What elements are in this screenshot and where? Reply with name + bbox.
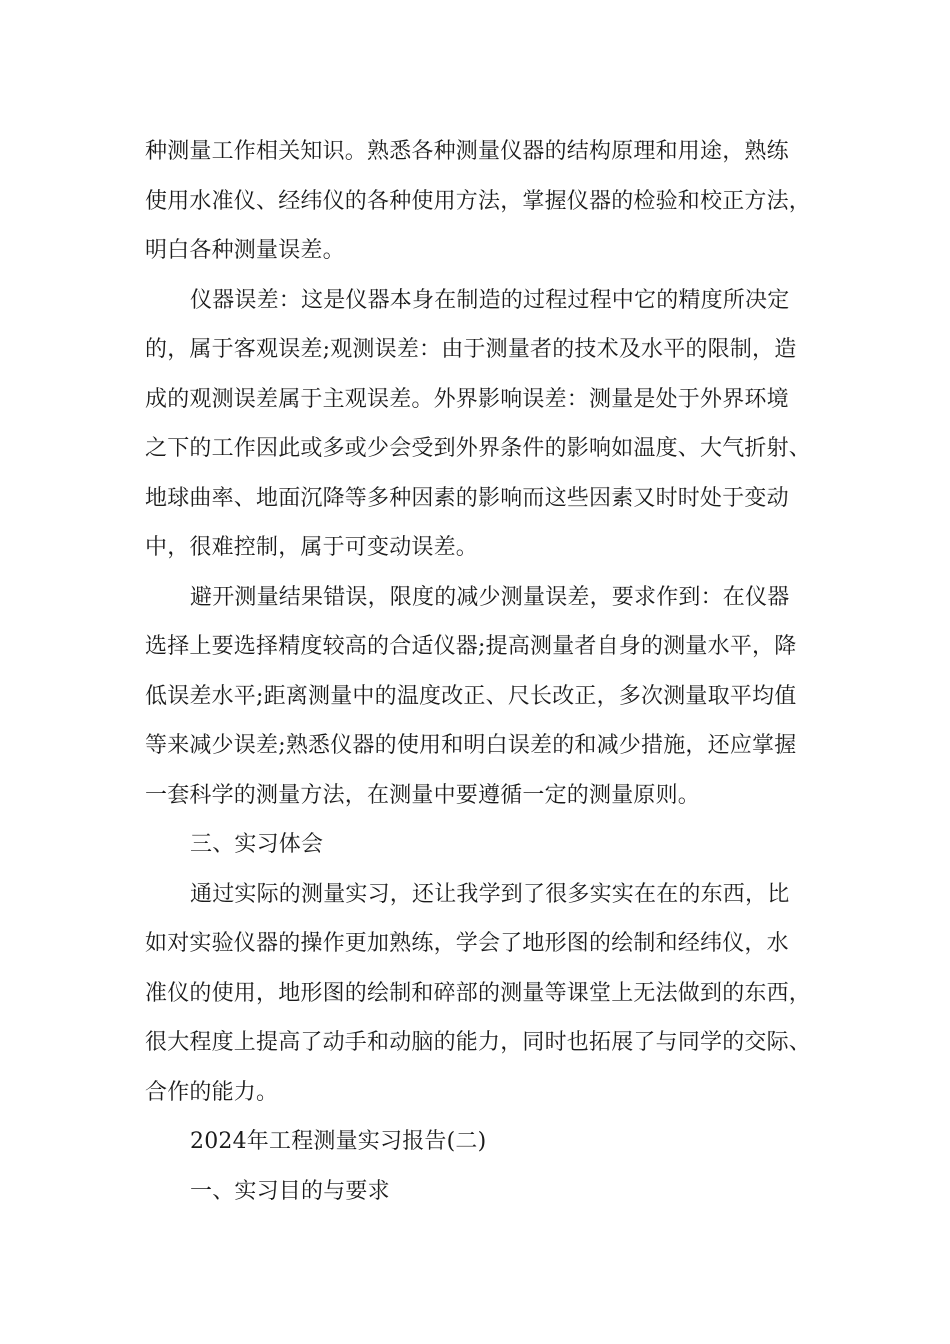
text-line: 中，很难控制，属于可变动误差。 <box>145 535 479 560</box>
text-line: 等来减少误差;熟悉仪器的使用和明白误差的和减少措施，还应掌握 <box>145 733 797 758</box>
paragraph-start: 通过实际的测量实习，还让我学到了很多实实在在的东西，比 <box>190 882 790 907</box>
section-heading: 三、实习体会 <box>190 832 324 857</box>
text-line: 使用水准仪、经纬仪的各种使用方法，掌握仪器的检验和校正方法， <box>145 189 812 214</box>
text-line: 选择上要选择精度较高的合适仪器;提高测量者自身的测量水平，降 <box>145 634 797 659</box>
text-line: 明白各种测量误差。 <box>145 238 345 263</box>
paragraph-start: 仪器误差：这是仪器本身在制造的过程过程中它的精度所决定 <box>190 288 790 313</box>
text-line: 之下的工作因此或多或少会受到外界条件的影响如温度、大气折射、 <box>145 436 812 461</box>
text-line: 一套科学的测量方法，在测量中要遵循一定的测量原则。 <box>145 783 701 808</box>
text-line: 种测量工作相关知识。熟悉各种测量仪器的结构原理和用途，熟练 <box>145 139 789 164</box>
text-line: 准仪的使用，地形图的绘制和碎部的测量等课堂上无法做到的东西， <box>145 981 812 1006</box>
paragraph-start: 避开测量结果错误，限度的减少测量误差，要求作到：在仪器 <box>190 585 790 610</box>
text-line: 成的观测误差属于主观误差。外界影响误差：测量是处于外界环境 <box>145 387 789 412</box>
text-line: 地球曲率、地面沉降等多种因素的影响而这些因素又时时处于变动 <box>145 486 789 511</box>
text-line: 合作的能力。 <box>145 1080 279 1105</box>
text-line: 低误差水平;距离测量中的温度改正、尺长改正，多次测量取平均值 <box>145 684 797 709</box>
section-heading: 一、实习目的与要求 <box>190 1179 390 1204</box>
report-title: 2024年工程测量实习报告(二) <box>190 1129 487 1154</box>
text-line: 的，属于客观误差;观测误差：由于测量者的技术及水平的限制，造 <box>145 337 797 362</box>
text-line: 如对实验仪器的操作更加熟练，学会了地形图的绘制和经纬仪，水 <box>145 931 789 956</box>
text-line: 很大程度上提高了动手和动脑的能力，同时也拓展了与同学的交际、 <box>145 1030 812 1055</box>
